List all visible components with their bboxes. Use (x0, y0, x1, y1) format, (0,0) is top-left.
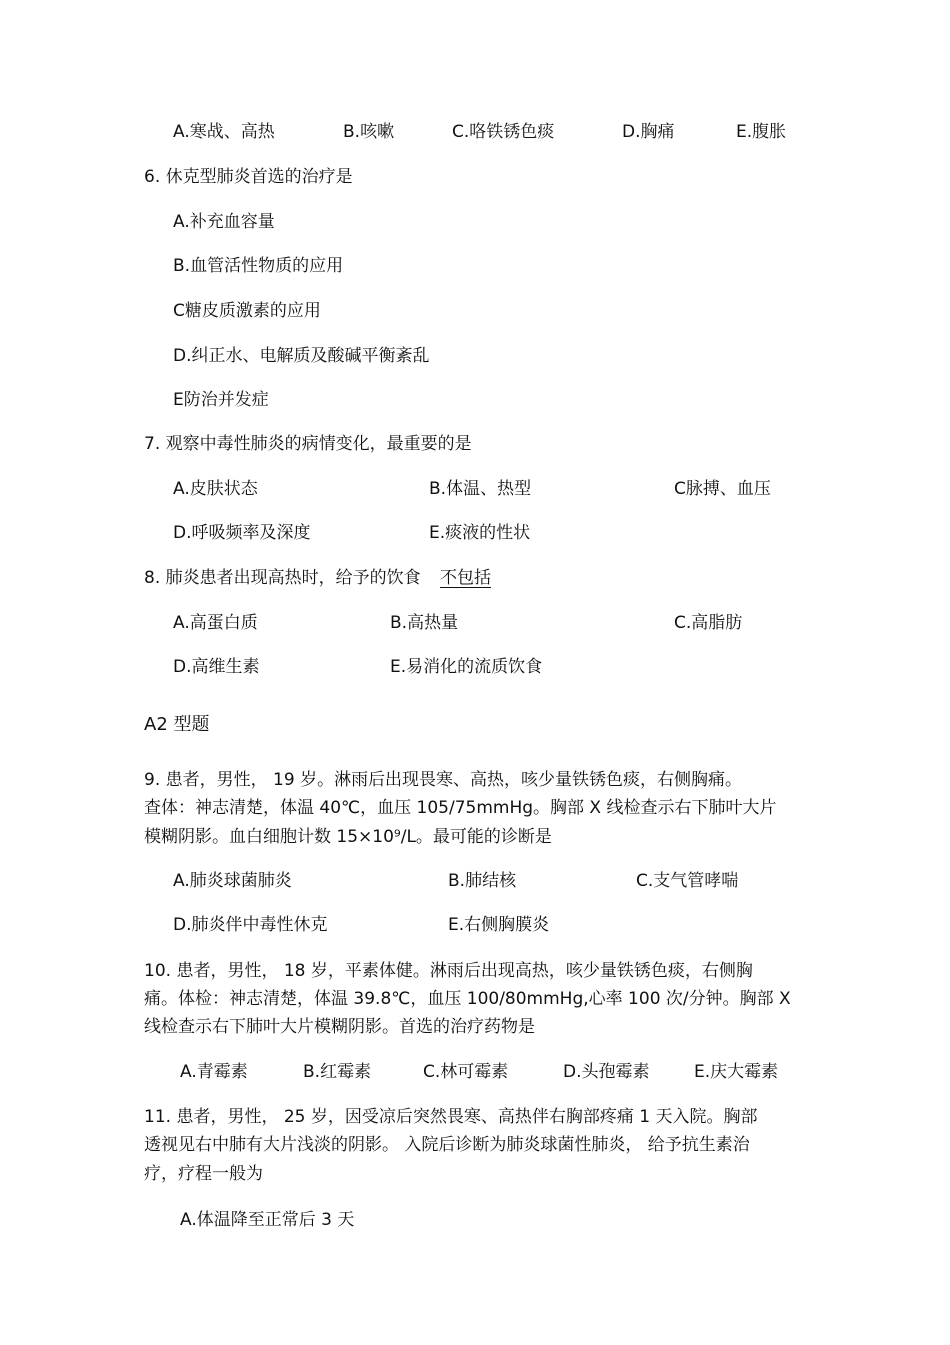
q5-option-d: D.胸痛 (622, 122, 675, 142)
q8-stem-underlined: 不包括 (440, 568, 492, 588)
q6-option-d: D.纠正水、电解质及酸碱平衡紊乱 (173, 346, 430, 366)
q8-stem-text: 8. 肺炎患者出现高热时，给予的饮食 (144, 568, 421, 588)
q7-option-c: C脉搏、血压 (674, 479, 771, 499)
q10-option-d: D.头孢霉素 (563, 1062, 650, 1082)
q7-option-a: A.皮肤状态 (173, 479, 258, 499)
q11-option-a: A.体温降至正常后 3 天 (180, 1210, 355, 1230)
q9-option-c: C.支气管哮喘 (636, 871, 739, 891)
section-heading-a2: A2 型题 (144, 714, 210, 735)
q8-option-d: D.高维生素 (173, 657, 260, 677)
q5-option-b: B.咳嗽 (343, 122, 395, 142)
q10-option-e: E.庆大霉素 (694, 1062, 779, 1082)
q10-option-a: A.青霉素 (180, 1062, 248, 1082)
q6-stem: 6. 休克型肺炎首选的治疗是 (144, 167, 353, 187)
q10-option-c: C.林可霉素 (423, 1062, 509, 1082)
q9-option-a: A.肺炎球菌肺炎 (173, 871, 292, 891)
q5-option-e: E.腹胀 (736, 122, 787, 142)
q11-stem-line-1: 11. 患者，男性， 25 岁，因受凉后突然畏寒、高热伴右胸部疼痛 1 天入院。胸部 (144, 1107, 758, 1127)
q9-stem-line-2: 查体：神志清楚，体温 40℃，血压 105/75mmHg。胸部 X 线检查示右下肺叶大片 (144, 798, 777, 818)
q8-option-a: A.高蛋白质 (173, 613, 258, 633)
q10-stem-line-1: 10. 患者，男性， 18 岁，平素体健。淋雨后出现高热，咳少量铁锈色痰，右侧胸 (144, 961, 753, 981)
q7-option-e: E.痰液的性状 (429, 523, 531, 543)
q5-option-c: C.咯铁锈色痰 (452, 122, 555, 142)
q6-option-b: B.血管活性物质的应用 (173, 256, 344, 276)
q6-option-c: C糖皮质激素的应用 (173, 301, 321, 321)
q9-stem-line-1: 9. 患者，男性， 19 岁。淋雨后出现畏寒、高热，咳少量铁锈色痰，右侧胸痛。 (144, 770, 743, 790)
q8-stem (144, 567, 491, 589)
q9-stem-line-3: 模糊阴影。血白细胞计数 15×10⁹/L。最可能的诊断是 (144, 827, 552, 847)
q8-option-b: B.高热量 (390, 613, 459, 633)
q7-stem: 7. 观察中毒性肺炎的病情变化，最重要的是 (144, 434, 472, 454)
q9-option-b: B.肺结核 (448, 871, 517, 891)
q9-option-d: D.肺炎伴中毒性休克 (173, 915, 328, 935)
q7-option-b: B.体温、热型 (429, 479, 532, 499)
q8-option-c: C.高脂肪 (674, 613, 743, 633)
q9-option-e: E.右侧胸膜炎 (448, 915, 550, 935)
q7-option-d: D.呼吸频率及深度 (173, 523, 311, 543)
q10-option-b: B.红霉素 (303, 1062, 372, 1082)
q10-stem-line-3: 线检查示右下肺叶大片模糊阴影。首选的治疗药物是 (144, 1017, 535, 1037)
q10-stem-line-2: 痛。体检：神志清楚，体温 39.8℃，血压 100/80mmHg,心率 100 次/分钟。胸部 X (144, 989, 791, 1009)
q11-stem-line-3: 疗，疗程一般为 (144, 1164, 263, 1184)
q11-stem-line-2: 透视见右中肺有大片浅淡的阴影。 入院后诊断为肺炎球菌性肺炎， 给予抗生素治 (144, 1135, 750, 1155)
q5-option-a: A.寒战、高热 (173, 122, 275, 142)
q6-option-a: A.补充血容量 (173, 212, 275, 232)
q8-option-e: E.易消化的流质饮食 (390, 657, 543, 677)
q6-option-e: E防治并发症 (173, 390, 269, 410)
